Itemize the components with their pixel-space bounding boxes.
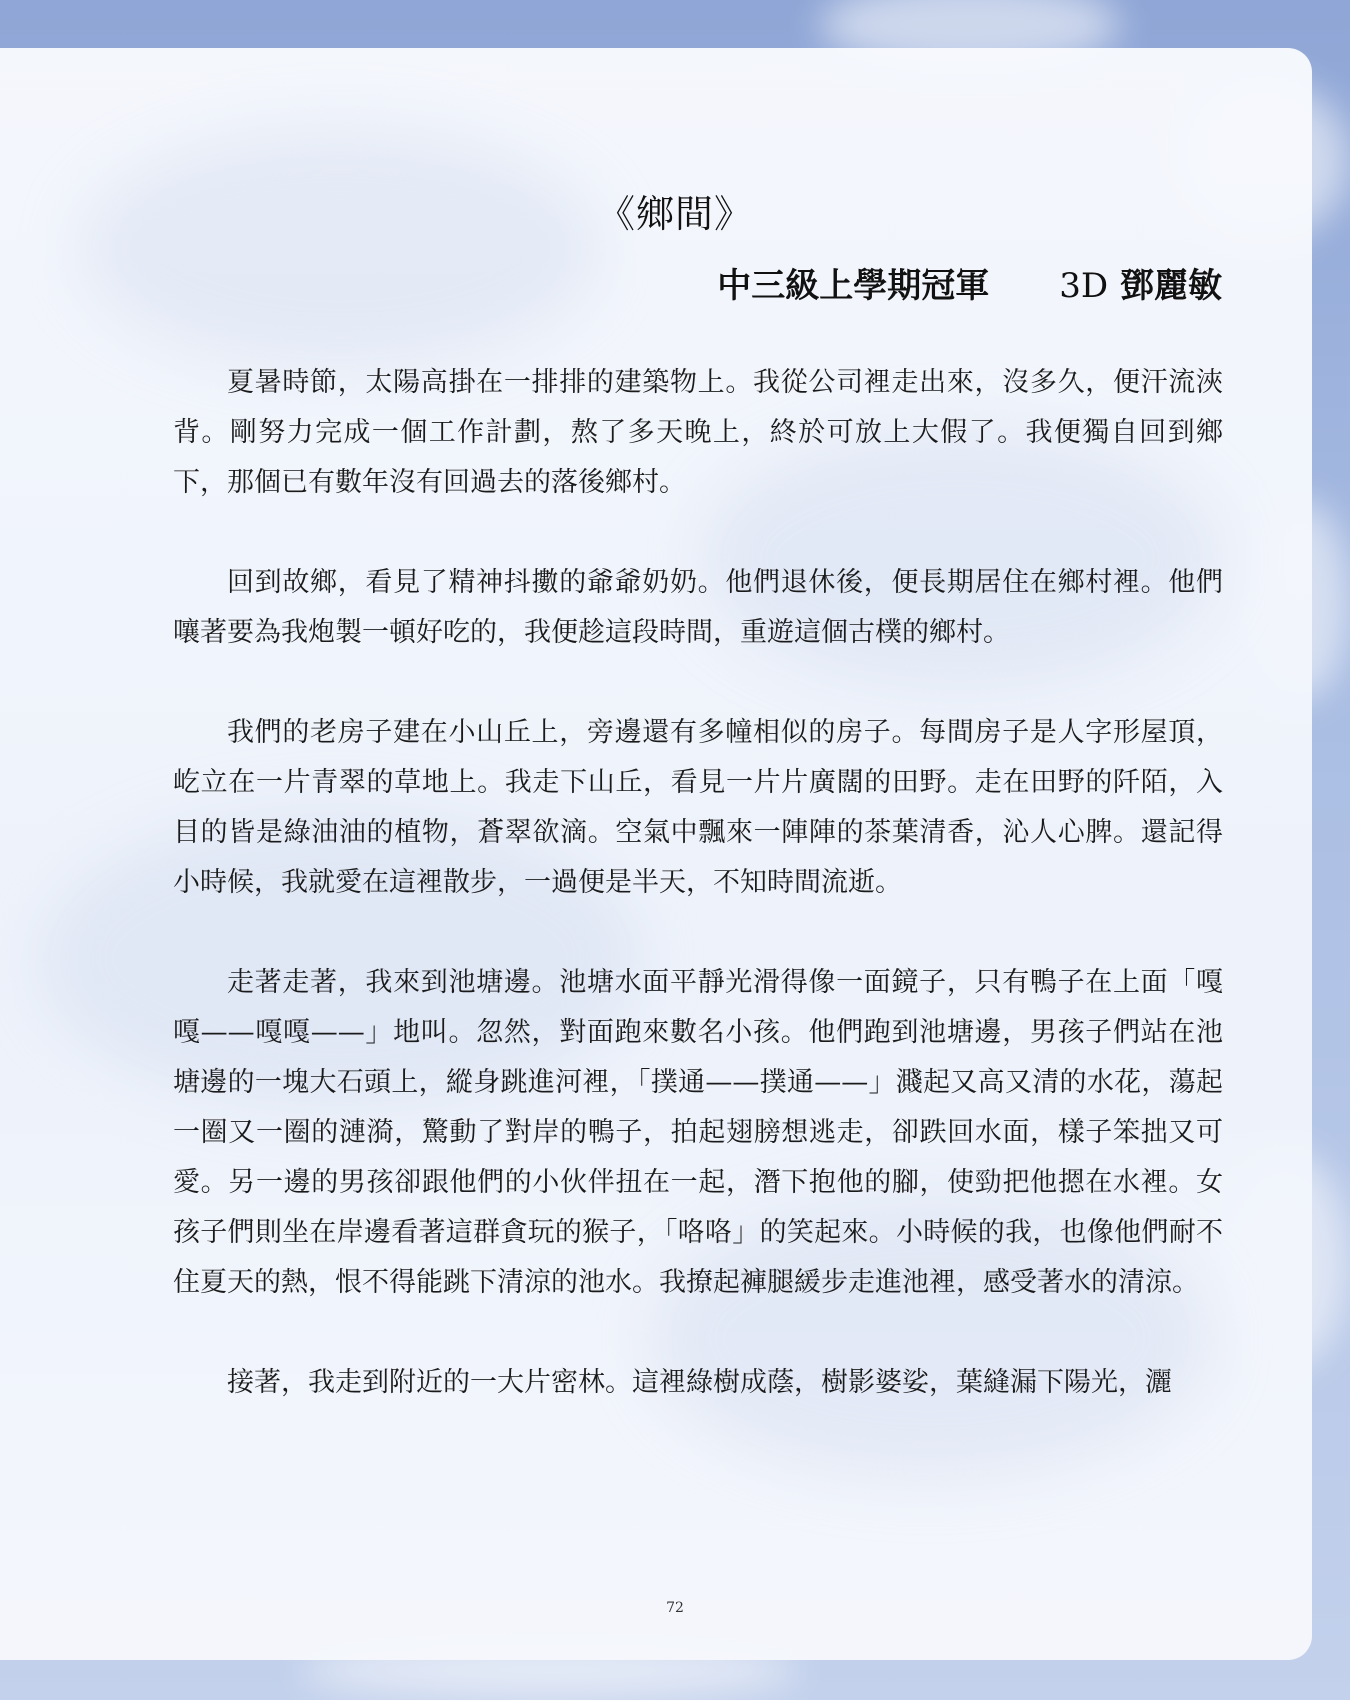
paragraph: 夏暑時節，太陽高掛在一排排的建築物上。我從公司裡走出來，沒多久，便汗流浹背。剛努力完成一個工作計劃，熬了多天晚上，終於可放上大假了。我便獨自回到鄉下，那個已有數年沒有回過去的落後鄉村。 [173, 367, 1223, 498]
class-label: 3D [1059, 266, 1109, 306]
page-number: 72 [666, 1600, 684, 1616]
paragraph: 我們的老房子建在小山丘上，旁邊還有多幢相似的房子。每間房子是人字形屋頂，屹立在一片青翠的草地上。我走下山丘，看見一片片廣闊的田野。走在田野的阡陌，入目的皆是綠油油的植物，蒼翠欲滴。空氣中飄來一陣陣的茶葉清香，沁人心脾。還記得小時候，我就愛在這裡散步，一過便是半天，不知時間流逝。 [173, 717, 1223, 898]
byline [717, 258, 1222, 307]
paragraph: 走著走著，我來到池塘邊。池塘水面平靜光滑得像一面鏡子，只有鴨子在上面「嘎嘎——嘎嘎——」地叫。忽然，對面跑來數名小孩。他們跑到池塘邊，男孩子們站在池塘邊的一塊大石頭上，縱身跳進河裡，「撲通——撲通——」濺起又高又清的水花，蕩起一圈又一圈的漣漪，驚動了對岸的鴨子，拍起翅膀想逃走，卻跌回水面，樣子笨拙又可愛。另一邊的男孩卻跟他們的小伙伴扭在一起，潛下抱他的腳，使勁把他摁在水裡。女孩子們則坐在岸邊看著這群貪玩的猴子，「咯咯」的笑起來。小時候的我，也像他們耐不住夏天的熱，恨不得能跳下清涼的池水。我撩起褲腿緩步走進池裡，感受著水的清涼。 [173, 967, 1223, 1298]
page-title: 《鄉間》 [596, 192, 753, 236]
award-label: 中三級上學期冠軍 [717, 266, 990, 306]
paragraph: 接著，我走到附近的一大片密林。這裡綠樹成蔭，樹影婆娑，葉縫漏下陽光，灑 [227, 1367, 1172, 1398]
article-body [173, 358, 1223, 1458]
author-name: 鄧麗敏 [1120, 266, 1222, 306]
paragraph: 回到故鄉，看見了精神抖擻的爺爺奶奶。他們退休後，便長期居住在鄉村裡。他們嚷著要為我炮製一頓好吃的，我便趁這段時間，重遊這個古樸的鄉村。 [173, 567, 1223, 648]
panel-cloud [80, 128, 600, 368]
